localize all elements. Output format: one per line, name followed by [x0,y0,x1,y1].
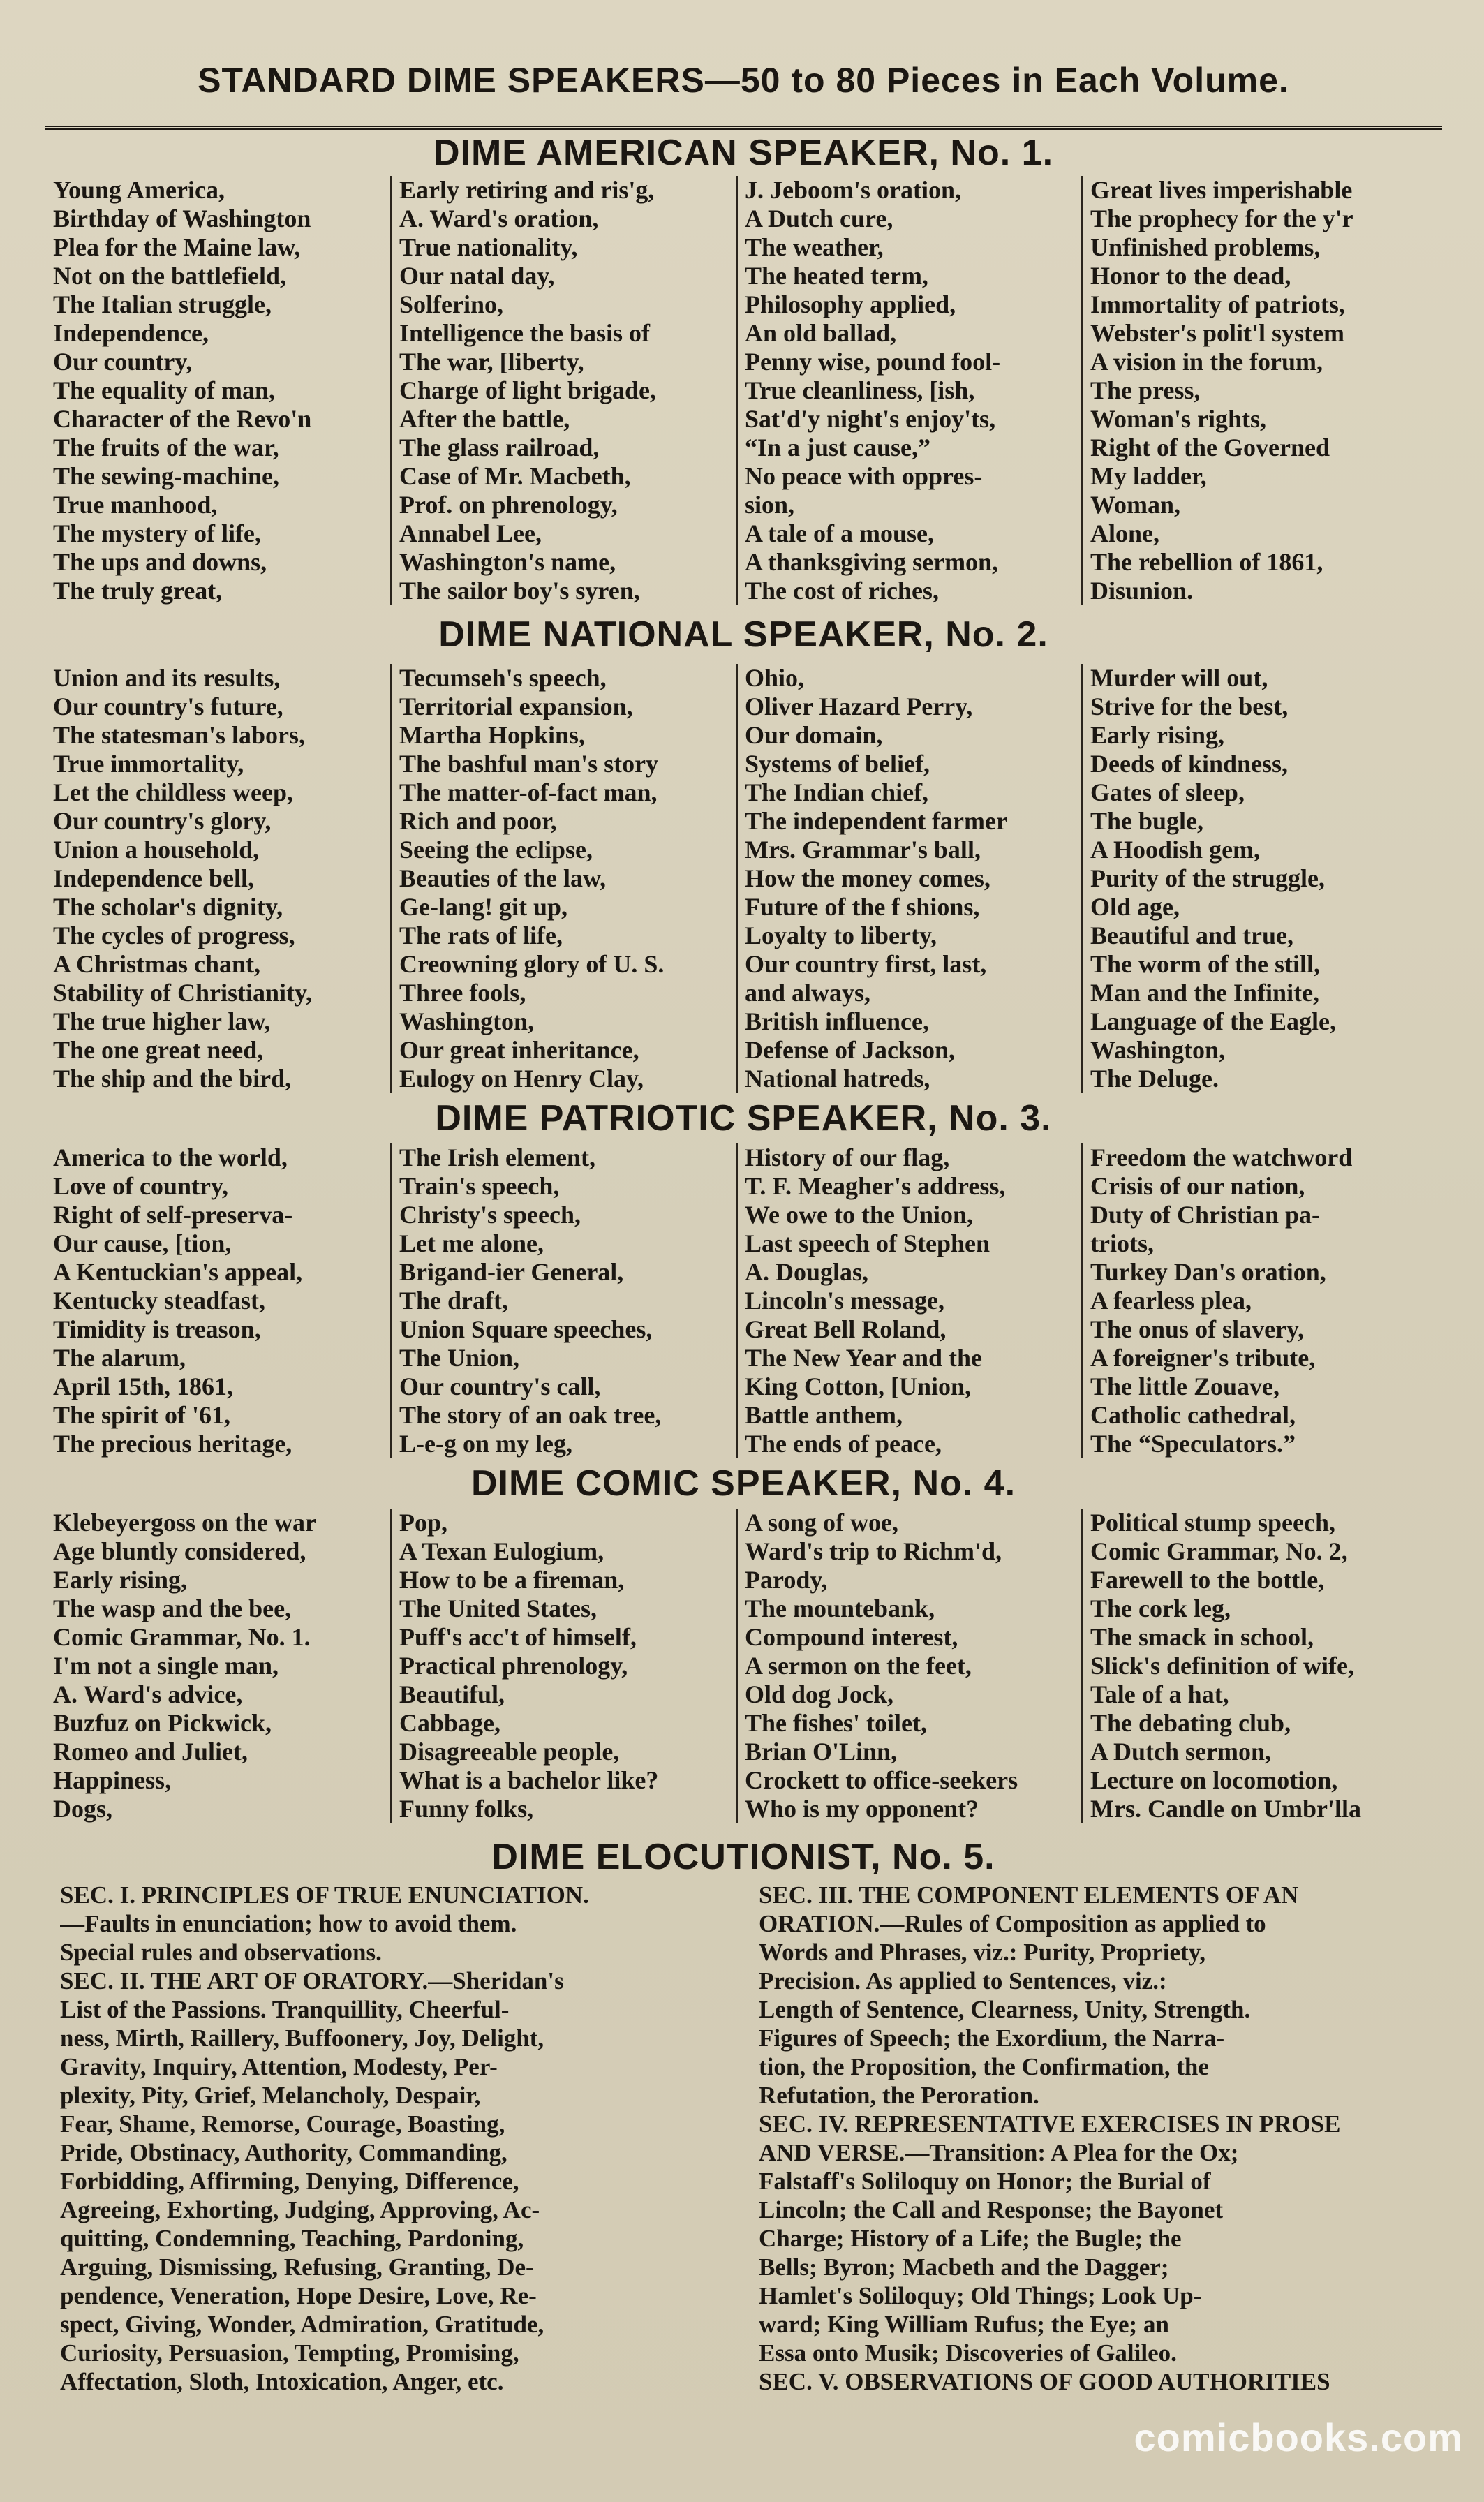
piece-title: Disunion. [1090,577,1194,605]
piece-title: The ups and downs, [53,548,267,576]
piece-title: Tale of a hat, [1090,1680,1229,1708]
piece-title: A. Ward's oration, [399,205,599,232]
piece-title: Great Bell Roland, [745,1315,947,1343]
piece-title: Alone, [1090,519,1159,547]
piece-title: and always, [745,979,871,1007]
piece-title: Territorial expansion, [399,693,633,720]
piece-title: “In a just cause,” [745,434,931,461]
piece-title: Solferino, [399,290,503,318]
piece-title: Woman's rights, [1090,405,1267,433]
piece-title: A Christmas chant, [53,950,261,978]
piece-title: A vision in the forum, [1090,348,1323,376]
piece-title: Union and its results, [53,664,281,692]
piece-title: Catholic cathedral, [1090,1401,1296,1429]
piece-title: British influence, [745,1007,930,1035]
piece-title: The wasp and the bee, [53,1594,292,1622]
title-column [1081,664,1442,1093]
piece-title: Creowning glory of U. S. [399,950,665,978]
title-column [1081,176,1442,605]
piece-title: The mountebank, [745,1594,935,1622]
piece-title: A Hoodish gem, [1090,836,1261,864]
elocution-line: Curiosity, Persuasion, Tempting, Promising, [60,2339,519,2367]
elocution-line: Refutation, the Peroration. [759,2082,1039,2109]
piece-title: Our natal day, [399,262,555,290]
piece-title: The truly great, [53,577,223,605]
piece-title: triots, [1090,1229,1154,1257]
piece-title: The New Year and the [745,1344,982,1372]
piece-title: A foreigner's tribute, [1090,1344,1316,1372]
piece-title: Strive for the best, [1090,693,1289,720]
piece-title: The war, [liberty, [399,348,584,376]
piece-title: The rebellion of 1861, [1090,548,1323,576]
title-column [736,176,1081,605]
piece-title: Independence bell, [53,864,255,892]
piece-title: The bugle, [1090,807,1204,835]
piece-title: Let me alone, [399,1229,544,1257]
elocution-line: ness, Mirth, Raillery, Buffoonery, Joy, Delight, [60,2024,544,2052]
piece-title: Three fools, [399,979,526,1007]
piece-title: Prof. on phrenology, [399,491,618,519]
elocution-line: Charge; History of a Life; the Bugle; the [759,2225,1182,2252]
piece-title: True immortality, [53,750,244,778]
speaker-sections [45,130,1442,1823]
elocution-line: Essa onto Musik; Discoveries of Galileo. [759,2339,1177,2367]
piece-title: Union Square speeches, [399,1315,653,1343]
piece-title: A Dutch sermon, [1090,1738,1271,1766]
piece-title: Washington's name, [399,548,616,576]
title-columns [45,176,1442,605]
piece-title: Early retiring and ris'g, [399,176,655,204]
piece-title: Tecumseh's speech, [399,664,607,692]
elocution-line: Affectation, Sloth, Intoxication, Anger, etc. [60,2368,504,2395]
piece-title: The equality of man, [53,376,276,404]
piece-title: The cycles of progress, [53,921,295,949]
piece-title: Lincoln's message, [745,1287,945,1315]
piece-title: A. Douglas, [745,1258,869,1286]
title-columns [45,1509,1442,1823]
piece-title: No peace with oppres- [745,462,983,490]
piece-title: Not on the battlefield, [53,262,286,290]
piece-title: Washington, [399,1007,535,1035]
piece-title: The worm of the still, [1090,950,1320,978]
elocution-line: Words and Phrases, viz.: Purity, Propriety, [759,1939,1206,1966]
piece-title: Charge of light brigade, [399,376,656,404]
piece-title: Beautiful and true, [1090,921,1294,949]
speaker-section [45,1458,1442,1823]
piece-title: My ladder, [1090,462,1207,490]
title-column [1081,1143,1442,1458]
piece-title: The ends of peace, [745,1430,942,1458]
piece-title: Oliver Hazard Perry, [745,693,973,720]
piece-title: Man and the Infinite, [1090,979,1320,1007]
elocution-line: plexity, Pity, Grief, Melancholy, Despair, [60,2082,481,2109]
piece-title: Who is my opponent? [745,1795,979,1823]
piece-title: A sermon on the feet, [745,1652,972,1680]
piece-title: Dogs, [53,1795,113,1823]
elocution-line: Arguing, Dismissing, Refusing, Granting, De- [60,2253,534,2281]
elocution-line: —Faults in enunciation; how to avoid them. [60,1910,517,1937]
piece-title: Early rising, [1090,721,1225,749]
section-heading: DIME PATRIOTIC SPEAKER, No. 3. [435,1098,1052,1139]
elocution-line: List of the Passions. Tranquillity, Cheerful- [60,1996,510,2023]
elocution-line: ward; King William Rufus; the Eye; an [759,2311,1169,2338]
piece-title: Beautiful, [399,1680,505,1708]
piece-title: Case of Mr. Macbeth, [399,462,631,490]
piece-title: I'm not a single man, [53,1652,279,1680]
piece-title: Our great inheritance, [399,1036,639,1064]
piece-title: Our country first, last, [745,950,987,978]
piece-title: Compound interest, [745,1623,958,1651]
piece-title: Young America, [53,176,225,204]
piece-title: Last speech of Stephen [745,1229,990,1257]
piece-title: Unfinished problems, [1090,233,1321,261]
piece-title: Timidity is treason, [53,1315,261,1343]
title-column [736,1509,1081,1823]
piece-title: Plea for the Maine law, [53,233,301,261]
piece-title: Ge-lang! git up, [399,893,568,921]
piece-title: Right of the Governed [1090,434,1330,461]
piece-title: The rats of life, [399,921,563,949]
elocution-column [45,1881,743,2396]
piece-title: The smack in school, [1090,1623,1314,1651]
piece-title: A Texan Eulogium, [399,1537,604,1565]
piece-title: The bashful man's story [399,750,659,778]
piece-title: The little Zouave, [1090,1372,1279,1400]
elocution-line: Precision. As applied to Sentences, viz.: [759,1967,1167,1994]
piece-title: The one great need, [53,1036,264,1064]
piece-title: Puff's acc't of himself, [399,1623,637,1651]
piece-title: The true higher law, [53,1007,271,1035]
elocution-line: Gravity, Inquiry, Attention, Modesty, Per- [60,2053,498,2080]
piece-title: Crockett to office-seekers [745,1766,1018,1794]
piece-title: Comic Grammar, No. 2, [1090,1537,1348,1565]
piece-title: An old ballad, [745,319,897,347]
piece-title: Future of the f shions, [745,893,980,921]
piece-title: The ship and the bird, [53,1065,292,1093]
elocution-line: tion, the Proposition, the Confirmation, the [759,2053,1209,2080]
piece-title: Martha Hopkins, [399,721,586,749]
piece-title: Immortality of patriots, [1090,290,1345,318]
piece-title: Our country, [53,348,193,376]
elocution-line: SEC. II. THE ART OF ORATORY.—Sheridan's [60,1967,564,1994]
piece-title: Pop, [399,1509,448,1537]
speaker-section [45,1093,1442,1458]
piece-title: Let the childless weep, [53,778,293,806]
piece-title: History of our flag, [745,1143,950,1171]
piece-title: The statesman's labors, [53,721,306,749]
piece-title: Woman, [1090,491,1181,519]
title-column [736,1143,1081,1458]
piece-title: Our country's future, [53,693,283,720]
piece-title: After the battle, [399,405,570,433]
piece-title: The spirit of '61, [53,1401,231,1429]
piece-title: The draft, [399,1287,508,1315]
piece-title: Our country's glory, [53,807,272,835]
section-heading: DIME COMIC SPEAKER, No. 4. [470,1463,1016,1504]
piece-title: How the money comes, [745,864,990,892]
piece-title: Age bluntly considered, [53,1537,306,1565]
piece-title: We owe to the Union, [745,1201,973,1229]
elocution-line: Length of Sentence, Clearness, Unity, Strength. [759,1996,1251,2023]
piece-title: Purity of the struggle, [1090,864,1325,892]
piece-title: Philosophy applied, [745,290,956,318]
elocution-line: AND VERSE.—Transition: A Plea for the Ox; [759,2139,1239,2166]
piece-title: The cost of riches, [745,577,939,605]
section-heading: DIME NATIONAL SPEAKER, No. 2. [438,614,1048,655]
piece-title: J. Jeboom's oration, [745,176,961,204]
piece-title: The prophecy for the y'r [1090,205,1353,232]
piece-title: The Irish element, [399,1143,595,1171]
piece-title: Practical phrenology, [399,1652,628,1680]
piece-title: Seeing the eclipse, [399,836,593,864]
piece-title: Battle anthem, [745,1401,903,1429]
piece-title: sion, [745,491,795,519]
elocution-column [743,1881,1442,2396]
piece-title: The cork leg, [1090,1594,1231,1622]
elocution-line: SEC. III. THE COMPONENT ELEMENTS OF AN [759,1881,1299,1909]
speaker-section [45,130,1442,605]
elocution-line: ORATION.—Rules of Composition as applied to [759,1910,1266,1937]
section-heading: DIME ELOCUTIONIST, No. 5. [491,1837,995,1877]
piece-title: Cabbage, [399,1709,501,1737]
section-heading: DIME AMERICAN SPEAKER, No. 1. [433,133,1054,173]
piece-title: The scholar's dignity, [53,893,283,921]
piece-title: Loyalty to liberty, [745,921,937,949]
piece-title: Freedom the watchword [1090,1143,1353,1171]
piece-title: True cleanliness, [ish, [745,376,975,404]
piece-title: Sat'd'y night's enjoy'ts, [745,405,996,433]
piece-title: Ohio, [745,664,805,692]
piece-title: The weather, [745,233,884,261]
piece-title: Our country's call, [399,1372,601,1400]
title-column [390,1143,736,1458]
piece-title: Turkey Dan's oration, [1090,1258,1326,1286]
piece-title: Union a household, [53,836,260,864]
elocutionist-columns [45,1881,1442,2396]
piece-title: Duty of Christian pa- [1090,1201,1321,1229]
piece-title: Character of the Revo'n [53,405,312,433]
piece-title: The sewing-machine, [53,462,279,490]
piece-title: Political stump speech, [1090,1509,1335,1537]
piece-title: L-e-g on my leg, [399,1430,572,1458]
piece-title: Brian O'Linn, [745,1738,898,1766]
piece-title: Independence, [53,319,209,347]
title-column [45,176,390,605]
piece-title: Buzfuz on Pickwick, [53,1709,272,1737]
piece-title: Beauties of the law, [399,864,606,892]
elocution-line: Bells; Byron; Macbeth and the Dagger; [759,2253,1169,2281]
title-column [390,664,736,1093]
piece-title: Ward's trip to Richm'd, [745,1537,1002,1565]
piece-title: Christy's speech, [399,1201,581,1229]
piece-title: Funny folks, [399,1795,534,1823]
piece-title: A Dutch cure, [745,205,893,232]
piece-title: Mrs. Grammar's ball, [745,836,981,864]
elocution-line: spect, Giving, Wonder, Admiration, Gratitude, [60,2311,544,2338]
piece-title: A Kentuckian's appeal, [53,1258,303,1286]
piece-title: Gates of sleep, [1090,778,1245,806]
elocution-line: SEC. IV. REPRESENTATIVE EXERCISES IN PROSE [759,2110,1341,2138]
elocution-line: SEC. I. PRINCIPLES OF TRUE ENUNCIATION. [60,1881,589,1909]
piece-title: King Cotton, [Union, [745,1372,972,1400]
title-column [736,664,1081,1093]
piece-title: The debating club, [1090,1709,1291,1737]
title-column [45,664,390,1093]
elocution-line: Fear, Shame, Remorse, Courage, Boasting, [60,2110,505,2138]
piece-title: Rich and poor, [399,807,557,835]
watermark: comicbooks.com [1134,2415,1463,2459]
piece-title: Right of self-preserva- [53,1201,293,1229]
title-column [45,1143,390,1458]
piece-title: True nationality, [399,233,578,261]
piece-title: The story of an oak tree, [399,1401,662,1429]
title-column [390,176,736,605]
elocutionist-section [45,1833,1442,2396]
piece-title: The onus of slavery, [1090,1315,1305,1343]
elocution-line: Forbidding, Affirming, Denying, Difference, [60,2168,519,2195]
piece-title: Lecture on locomotion, [1090,1766,1338,1794]
piece-title: A. Ward's advice, [53,1680,243,1708]
piece-title: Annabel Lee, [399,519,542,547]
piece-title: Happiness, [53,1766,172,1794]
elocution-line: Lincoln; the Call and Response; the Bayonet [759,2196,1224,2223]
page-banner: STANDARD DIME SPEAKERS—50 to 80 Pieces in Each Volume. [45,42,1442,130]
elocution-line: Hamlet's Soliloquy; Old Things; Look Up- [759,2282,1202,2309]
piece-title: Defense of Jackson, [745,1036,955,1064]
piece-title: April 15th, 1861, [53,1372,234,1400]
title-columns [45,664,1442,1093]
title-column [1081,1509,1442,1823]
piece-title: The matter-of-fact man, [399,778,658,806]
piece-title: Great lives imperishable [1090,176,1353,204]
piece-title: Honor to the dead, [1090,262,1291,290]
elocution-line: quitting, Condemning, Teaching, Pardoning, [60,2225,524,2252]
piece-title: Webster's polit'l system [1090,319,1344,347]
piece-title: How to be a fireman, [399,1566,625,1594]
piece-title: Murder will out, [1090,664,1268,692]
piece-title: A tale of a mouse, [745,519,934,547]
piece-title: The alarum, [53,1344,186,1372]
title-columns [45,1143,1442,1458]
title-column [45,1509,390,1823]
piece-title: The precious heritage, [53,1430,292,1458]
piece-title: Stability of Christianity, [53,979,313,1007]
piece-title: Comic Grammar, No. 1. [53,1623,311,1651]
piece-title: America to the world, [53,1143,288,1171]
piece-title: Mrs. Candle on Umbr'lla [1090,1795,1362,1823]
piece-title: Early rising, [53,1566,188,1594]
piece-title: Love of country, [53,1172,228,1200]
piece-title: The United States, [399,1594,598,1622]
piece-title: National hatreds, [745,1065,930,1093]
piece-title: Language of the Eagle, [1090,1007,1337,1035]
piece-title: Penny wise, pound fool- [745,348,1001,376]
piece-title: The Union, [399,1344,520,1372]
elocution-line: SEC. V. OBSERVATIONS OF GOOD AUTHORITIES [759,2368,1330,2395]
piece-title: The Deluge. [1090,1065,1219,1093]
piece-title: Deeds of kindness, [1090,750,1289,778]
piece-title: Farewell to the bottle, [1090,1566,1325,1594]
piece-title: Washington, [1090,1036,1226,1064]
piece-title: The independent farmer [745,807,1007,835]
piece-title: The mystery of life, [53,519,261,547]
piece-title: Train's speech, [399,1172,560,1200]
piece-title: Birthday of Washington [53,205,311,232]
piece-title: Our cause, [tion, [53,1229,232,1257]
piece-title: True manhood, [53,491,218,519]
piece-title: Our domain, [745,721,883,749]
piece-title: Eulogy on Henry Clay, [399,1065,644,1093]
speaker-section [45,605,1442,1093]
piece-title: Parody, [745,1566,828,1594]
piece-title: The sailor boy's syren, [399,577,640,605]
piece-title: The “Speculators.” [1090,1430,1296,1458]
piece-title: A thanksgiving sermon, [745,548,999,576]
piece-title: Brigand-ier General, [399,1258,624,1286]
piece-title: The press, [1090,376,1201,404]
piece-title: Klebeyergoss on the war [53,1509,316,1537]
piece-title: The Indian chief, [745,778,929,806]
piece-title: Disagreeable people, [399,1738,620,1766]
piece-title: Kentucky steadfast, [53,1287,265,1315]
elocution-line: Special rules and observations. [60,1939,382,1966]
piece-title: Slick's definition of wife, [1090,1652,1355,1680]
elocution-line: Pride, Obstinacy, Authority, Commanding, [60,2139,507,2166]
elocution-line: pendence, Veneration, Hope Desire, Love, Re- [60,2282,537,2309]
piece-title: Old age, [1090,893,1180,921]
piece-title: The fishes' toilet, [745,1709,927,1737]
elocution-line: Agreeing, Exhorting, Judging, Approving, Ac- [60,2196,540,2223]
piece-title: The Italian struggle, [53,290,272,318]
piece-title: What is a bachelor like? [399,1766,659,1794]
piece-title: Romeo and Juliet, [53,1738,248,1766]
piece-title: T. F. Meagher's address, [745,1172,1006,1200]
piece-title: Systems of belief, [745,750,930,778]
piece-title: A fearless plea, [1090,1287,1252,1315]
piece-title: Intelligence the basis of [399,319,650,347]
elocution-line: Falstaff's Soliloquy on Honor; the Burial of [759,2168,1211,2195]
title-column [390,1509,736,1823]
piece-title: The glass railroad, [399,434,600,461]
piece-title: A song of woe, [745,1509,899,1537]
elocution-line: Figures of Speech; the Exordium, the Narra- [759,2024,1225,2052]
piece-title: The heated term, [745,262,928,290]
piece-title: Crisis of our nation, [1090,1172,1305,1200]
piece-title: The fruits of the war, [53,434,279,461]
piece-title: Old dog Jock, [745,1680,894,1708]
